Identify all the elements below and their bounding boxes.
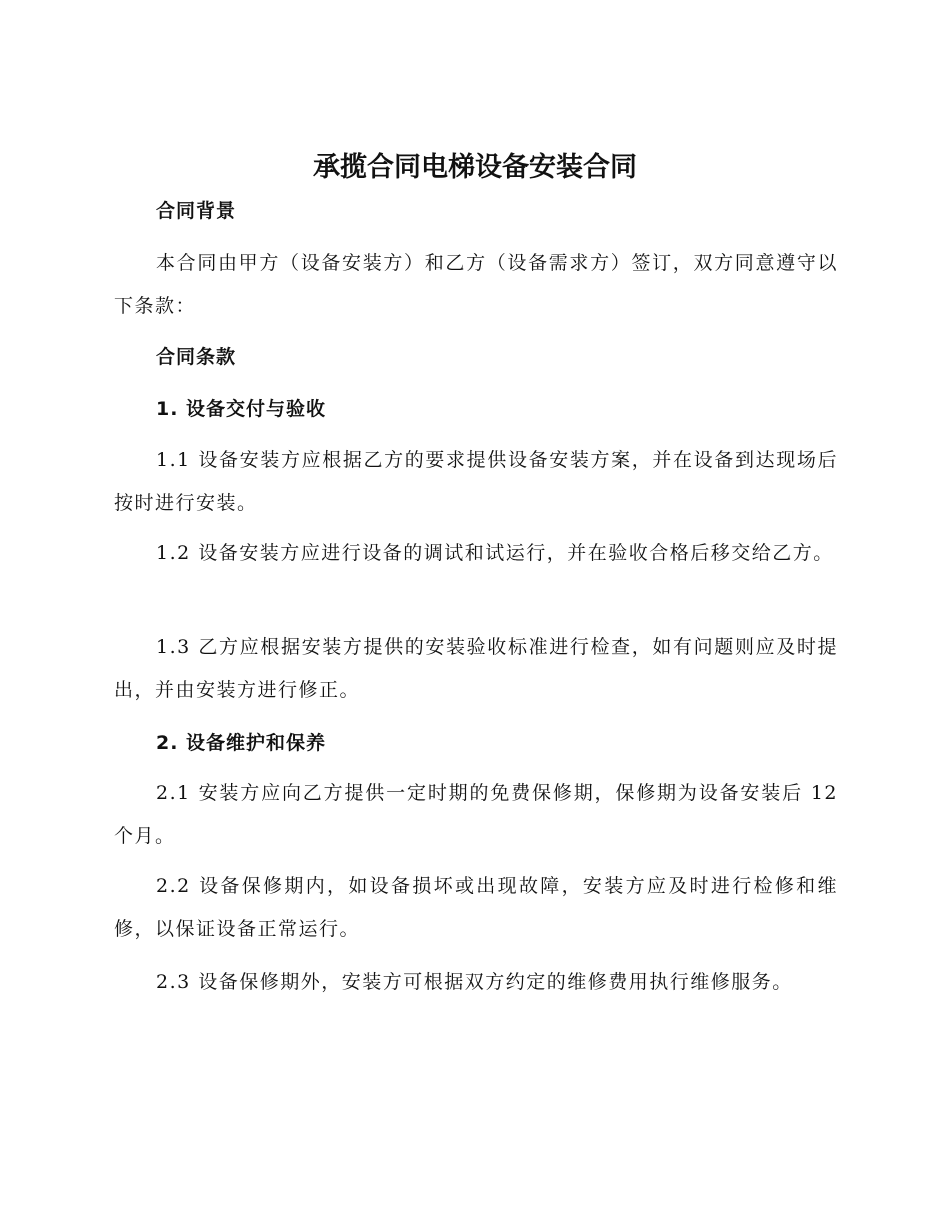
section-2-heading: 2. 设备维护和保养 [156, 732, 327, 754]
clause-2-3: 2.3 设备保修期外，安装方可根据双方约定的维修费用执行维修服务。 [156, 971, 793, 993]
background-paragraph: 本合同由甲方（设备安装方）和乙方（设备需求方）签订，双方同意遵守以下条款： [114, 252, 838, 317]
terms-heading: 合同条款 [156, 346, 237, 368]
section-1-heading: 1. 设备交付与验收 [156, 398, 327, 420]
clause-1-3: 1.3 乙方应根据安装方提供的安装验收标准进行检查，如有问题则应及时提出，并由安装方进行修正。 [114, 636, 838, 701]
document-title: 承揽合同电梯设备安装合同 [313, 152, 637, 183]
clause-2-1: 2.1 安装方应向乙方提供一定时期的免费保修期，保修期为设备安装后 12 个月。 [114, 782, 838, 847]
clause-1-2: 1.2 设备安装方应进行设备的调试和试运行，并在验收合格后移交给乙方。 [156, 542, 834, 564]
background-heading: 合同背景 [156, 200, 237, 222]
clause-1-1: 1.1 设备安装方应根据乙方的要求提供设备安装方案，并在设备到达现场后按时进行安装。 [114, 449, 838, 514]
clause-2-2: 2.2 设备保修期内，如设备损坏或出现故障，安装方应及时进行检修和维修，以保证设备正常运行。 [114, 875, 838, 940]
